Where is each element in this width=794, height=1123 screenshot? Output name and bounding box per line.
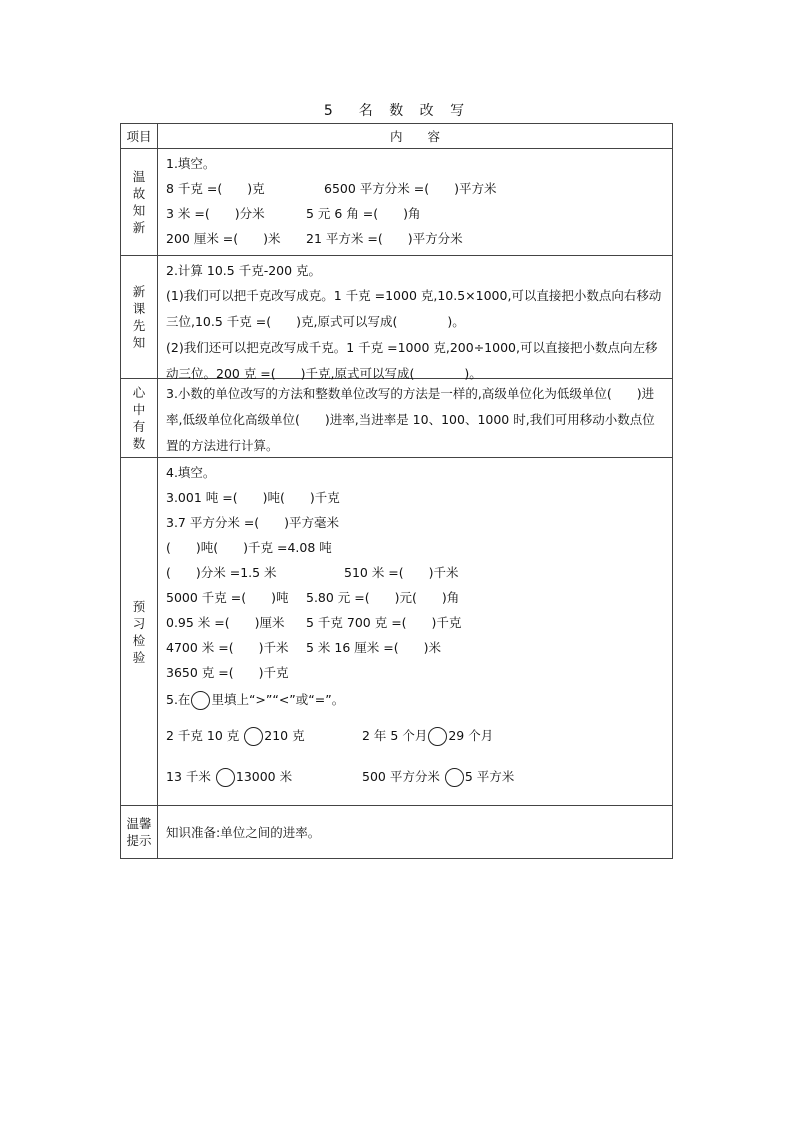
section-practice	[121, 458, 673, 806]
paragraph: (1)我们可以把千克改写成克。1 千克 =1000 克,10.5×1000,可以直接把小数点向右移动三位,10.5 千克 =( )克,原式可以写成( )。	[166, 288, 662, 329]
fill-item: 8 千克 =( )克	[166, 181, 265, 196]
compare-item: 2 千克 10 克 210 克	[166, 715, 305, 756]
fill-item: 510 米 =( )千米	[344, 565, 459, 580]
worksheet-table	[120, 123, 673, 859]
section-tip	[121, 806, 673, 859]
question-heading: 4.填空。	[166, 465, 216, 480]
compare-circle-icon	[191, 691, 210, 710]
header-item: 项目	[121, 124, 158, 149]
compare-item: 13 千米 13000 米	[166, 756, 292, 797]
fill-item: 3.001 吨 =( )吨( )千克	[166, 490, 340, 505]
fill-item: 21 平方米 =( )平方分米	[306, 231, 463, 246]
fill-item: 5 千克 700 克 =( )千克	[306, 615, 462, 630]
fill-item: 5000 千克 =( )吨	[166, 590, 289, 605]
compare-circle-icon[interactable]	[244, 727, 263, 746]
fill-item: 3 米 =( )分米	[166, 206, 265, 221]
fill-item: 0.95 米 =( )厘米	[166, 615, 285, 630]
section-newlesson	[121, 256, 673, 379]
question-heading: 2.计算 10.5 千克-200 克。	[166, 263, 322, 278]
section-summary	[121, 379, 673, 458]
header-row	[121, 124, 673, 149]
fill-item: 5.80 元 =( )元( )角	[306, 590, 460, 605]
compare-circle-icon[interactable]	[445, 768, 464, 787]
compare-item: 500 平方分米 5 平方米	[362, 756, 514, 797]
fill-item: 3.7 平方分米 =( )平方毫米	[166, 515, 340, 530]
fill-item: 200 厘米 =( )米	[166, 231, 281, 246]
fill-item: 6500 平方分米 =( )平方米	[324, 181, 497, 196]
fill-item: ( )吨( )千克 =4.08 吨	[166, 540, 332, 555]
question-5-heading: 5.在 里填上“>”“<”或“=”。	[166, 685, 664, 715]
header-content: 内 容	[158, 124, 673, 149]
fill-item: 5 元 6 角 =( )角	[306, 206, 421, 221]
page-title: 5 名 数 改 写	[323, 103, 471, 119]
compare-item: 2 年 5 个月 29 个月	[362, 715, 493, 756]
paragraph: (2)我们还可以把克改写成千克。1 千克 =1000 克,200÷1000,可以直接把小数点向左移动三位。200 克 =( )千克,原式可以写成( )。	[166, 340, 658, 381]
section-label-practice: 预习检验	[132, 598, 146, 665]
section-label-newlesson: 新课先知	[132, 284, 146, 350]
compare-circle-icon[interactable]	[216, 768, 235, 787]
compare-circle-icon[interactable]	[428, 727, 447, 746]
fill-item: 3650 克 =( )千克	[166, 665, 289, 680]
fill-item: 4700 米 =( )千米	[166, 640, 289, 655]
tip-text: 知识准备:单位之间的进率。	[166, 825, 321, 840]
fill-item: ( )分米 =1.5 米	[166, 565, 277, 580]
section-review	[121, 149, 673, 256]
fill-item: 5 米 16 厘米 =( )米	[306, 640, 441, 655]
question-heading: 1.填空。	[166, 156, 216, 171]
paragraph: 3.小数的单位改写的方法和整数单位改写的方法是一样的,高级单位化为低级单位( )进率,低级单位化高级单位( )进率,当进率是 10、100、1000 时,我们可用移动小数点位置的方法进行计算。	[166, 386, 655, 453]
section-label-summary: 心中有数	[132, 385, 146, 451]
section-label-review: 温故知新	[132, 169, 146, 235]
section-label-tip: 温馨提示	[126, 816, 152, 848]
